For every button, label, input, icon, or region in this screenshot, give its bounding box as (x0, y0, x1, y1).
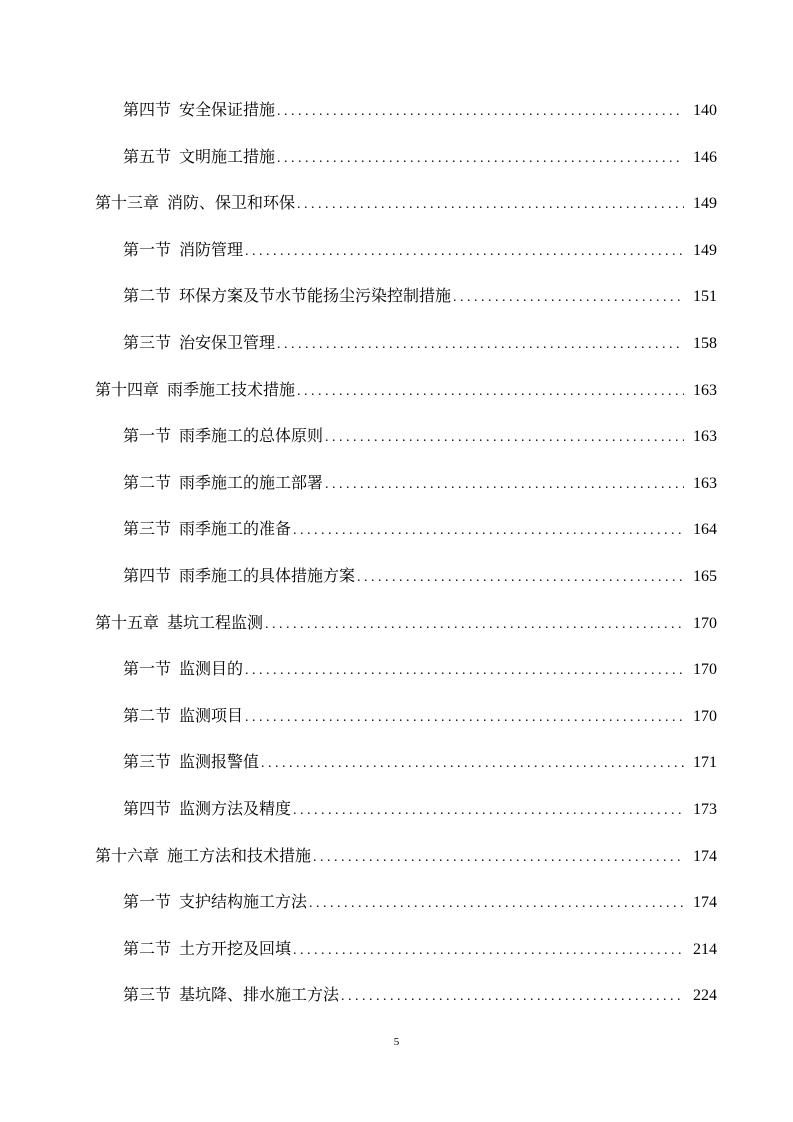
dot-leader (309, 892, 684, 916)
dot-leader (265, 613, 684, 637)
entry-number: 第三节 (123, 519, 172, 538)
entry-number: 第一节 (123, 240, 172, 259)
entry-number: 第十五章 (95, 613, 160, 632)
entry-page: 163 (693, 428, 717, 445)
entry-title: 监测报警值 (179, 752, 260, 771)
dot-leader (313, 846, 684, 870)
toc-entry[interactable] (0, 284, 793, 308)
entry-number: 第十三章 (95, 193, 160, 212)
entry-title: 治安保卫管理 (179, 333, 276, 352)
entry-title: 土方开挖及回填 (179, 939, 292, 958)
entry-page: 146 (693, 149, 717, 166)
dot-leader (325, 426, 684, 450)
entry-number: 第一节 (123, 426, 172, 445)
entry-number: 第四节 (123, 566, 172, 585)
dot-leader (453, 286, 684, 310)
entry-page: 164 (693, 521, 717, 538)
toc-entry[interactable] (0, 937, 793, 961)
toc-entry[interactable] (0, 517, 793, 541)
entry-title: 消防管理 (179, 240, 244, 259)
entry-number: 第三节 (123, 333, 172, 352)
dot-leader (245, 659, 684, 683)
toc-entry[interactable] (0, 657, 793, 681)
entry-title: 雨季施工的施工部署 (179, 473, 324, 492)
entry-page: 170 (693, 615, 717, 632)
entry-page: 140 (693, 102, 717, 119)
dot-leader (277, 333, 684, 357)
entry-number: 第十四章 (95, 380, 160, 399)
toc-entry[interactable] (0, 564, 793, 588)
entry-number: 第三节 (123, 752, 172, 771)
dot-leader (293, 799, 684, 823)
entry-title: 消防、保卫和环保 (167, 193, 296, 212)
toc-entry[interactable] (0, 238, 793, 262)
entry-number: 第三节 (123, 985, 172, 1004)
entry-title: 雨季施工的具体措施方案 (179, 566, 356, 585)
entry-page: 174 (693, 894, 717, 911)
entry-page: 163 (693, 475, 717, 492)
entry-title: 监测项目 (179, 706, 244, 725)
toc-entry[interactable] (0, 471, 793, 495)
entry-page: 224 (693, 987, 717, 1004)
entry-page: 171 (693, 754, 717, 771)
dot-leader (357, 566, 684, 590)
entry-number: 第四节 (123, 100, 172, 119)
entry-page: 163 (693, 382, 717, 399)
entry-page: 149 (693, 195, 717, 212)
dot-leader (261, 752, 684, 776)
toc-entry[interactable] (0, 191, 793, 215)
entry-title: 监测目的 (179, 659, 244, 678)
dot-leader (297, 380, 684, 404)
entry-number: 第二节 (123, 706, 172, 725)
dot-leader (293, 939, 684, 963)
entry-number: 第二节 (123, 473, 172, 492)
entry-number: 第二节 (123, 939, 172, 958)
entry-page: 173 (693, 801, 717, 818)
dot-leader (245, 240, 684, 264)
toc-entry[interactable] (0, 844, 793, 868)
toc-entry[interactable] (0, 750, 793, 774)
dot-leader (293, 519, 684, 543)
toc-entry[interactable] (0, 145, 793, 169)
toc-entry[interactable] (0, 98, 793, 122)
entry-page: 165 (693, 568, 717, 585)
dot-leader (341, 985, 684, 1009)
entry-page: 149 (693, 242, 717, 259)
entry-title: 雨季施工的总体原则 (179, 426, 324, 445)
toc-entry[interactable] (0, 983, 793, 1007)
entry-page: 158 (693, 335, 717, 352)
entry-title: 基坑工程监测 (167, 613, 264, 632)
toc-entry[interactable] (0, 797, 793, 821)
dot-leader (277, 100, 684, 124)
entry-page: 214 (693, 941, 717, 958)
entry-number: 第五节 (123, 147, 172, 166)
entry-title: 支护结构施工方法 (179, 892, 308, 911)
toc-entry[interactable] (0, 704, 793, 728)
entry-title: 监测方法及精度 (179, 799, 292, 818)
toc-entry[interactable] (0, 890, 793, 914)
entry-page: 170 (693, 708, 717, 725)
page-number: 5 (393, 1036, 400, 1048)
entry-number: 第十六章 (95, 846, 160, 865)
dot-leader (277, 147, 684, 171)
entry-number: 第二节 (123, 286, 172, 305)
dot-leader (297, 193, 684, 217)
entry-title: 雨季施工技术措施 (167, 380, 296, 399)
entry-page: 170 (693, 661, 717, 678)
entry-title: 文明施工措施 (179, 147, 276, 166)
entry-title: 环保方案及节水节能扬尘污染控制措施 (179, 286, 452, 305)
toc-entry[interactable] (0, 331, 793, 355)
entry-title: 基坑降、排水施工方法 (179, 985, 340, 1004)
entry-title: 雨季施工的准备 (179, 519, 292, 538)
entry-title: 安全保证措施 (179, 100, 276, 119)
entry-page: 174 (693, 848, 717, 865)
entry-number: 第四节 (123, 799, 172, 818)
toc-entry[interactable] (0, 611, 793, 635)
entry-number: 第一节 (123, 892, 172, 911)
entry-number: 第一节 (123, 659, 172, 678)
entry-title: 施工方法和技术措施 (167, 846, 312, 865)
dot-leader (325, 473, 684, 497)
entry-page: 151 (693, 288, 717, 305)
toc-entry[interactable] (0, 424, 793, 448)
toc-entry[interactable] (0, 378, 793, 402)
dot-leader (245, 706, 684, 730)
